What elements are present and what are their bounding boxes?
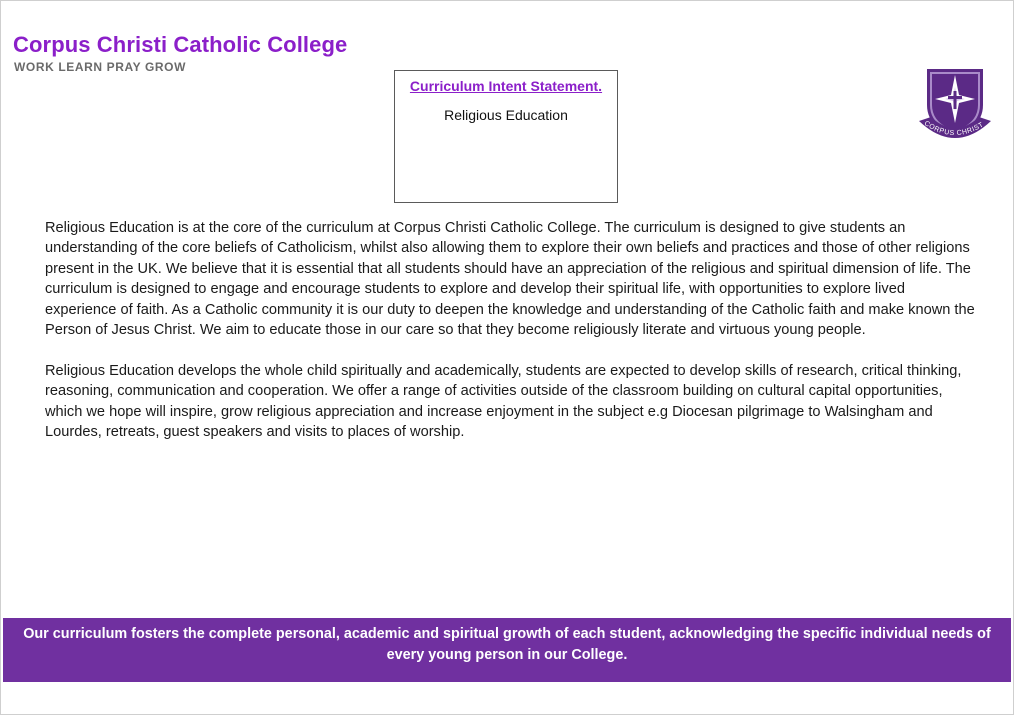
footer-statement: Our curriculum fosters the complete personal, academic and spiritual growth of each student, acknowledging the specific individual needs of every young person in our College. [23,626,991,663]
crest-text: CORPUS CHRIST [922,120,986,138]
crest-cross-vertical [954,91,957,109]
school-motto: WORK LEARN PRAY GROW [14,60,187,74]
subject-name: Religious Education [444,107,568,123]
school-crest-icon [915,65,995,149]
body-paragraph-2: Religious Education develops the whole child spiritually and academically, students are expected to develop skills of research, critical thinking, reasoning, communication and cooperation. We offer a range of activities outside of the classroom building on cultural capital opportunities, which we hope will inspire, grow religious appreciation and increase enjoyment in the subject e.g Diocesan pilgrimage to Walsingham and Lourdes, retreats, guest speakers and visits to places of worship. [45,362,962,441]
intent-body [45,218,980,463]
crest-cross-horizontal [948,96,962,99]
intent-statement-title: Curriculum Intent Statement. [409,78,603,94]
crest-svg [915,65,995,149]
intent-statement-box [394,70,618,203]
footer-banner [3,618,1011,682]
school-name: Corpus Christi Catholic College [13,32,348,57]
body-paragraph-1: Religious Education is at the core of the curriculum at Corpus Christi Catholic College. The curriculum is designed to give students an understanding of the core beliefs of Catholicism, whilst also allowing them to explore their own beliefs and practices and those of other religions present in the UK. We believe that it is essential that all students should have an appreciation of the religious and spiritual dimension of life. The curriculum is designed to engage and encourage students to explore and develop their spiritual life, with opportunities to explore lived experience of faith. As a Catholic community it is our duty to deepen the knowledge and understanding of the Catholic faith and make known the Person of Jesus Christ. We aim to educate those in our care so that they become religiously literate and virtuous young people. [45,220,975,339]
